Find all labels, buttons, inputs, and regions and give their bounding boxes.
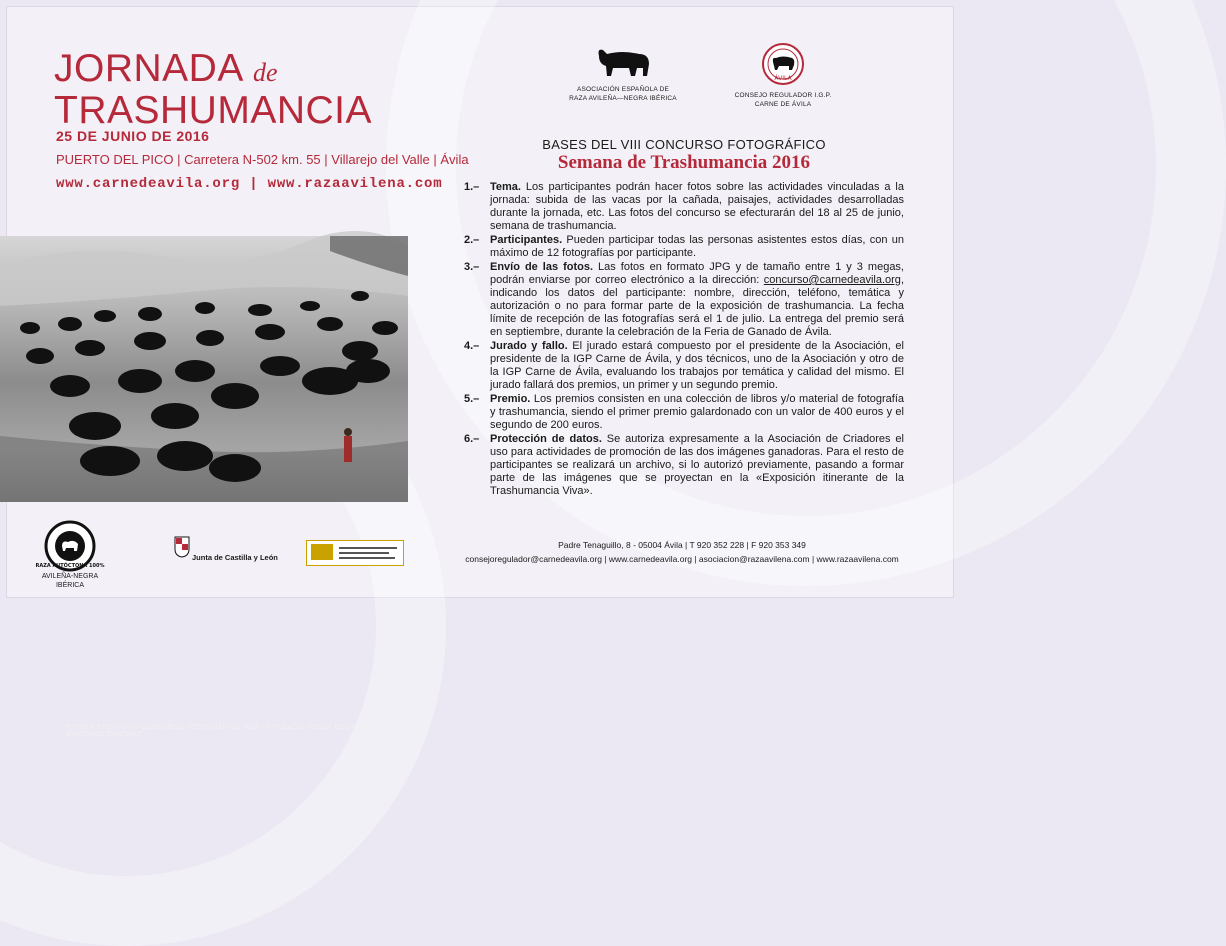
rule-title: Tema. bbox=[490, 181, 521, 193]
rule-text: Los premios consisten en una colección de libros y/o material de fotografía y trashumancia, siendo el primer premio galardonado con un valor de 400 euros y el segundo de 200 euros. bbox=[490, 393, 904, 431]
title-line-2: TRASHUMANCIA bbox=[54, 89, 373, 132]
rule-title: Envío de las fotos. bbox=[490, 261, 594, 273]
event-place: PUERTO DEL PICO | Carretera N-502 km. 55 | Villarejo del Valle | Ávila bbox=[56, 152, 469, 167]
rule-number: 6.– bbox=[464, 433, 480, 445]
rule-item bbox=[464, 433, 904, 498]
rule-item bbox=[464, 393, 904, 432]
jcyl-label: Junta de Castilla y León bbox=[192, 553, 278, 562]
asociacion-logo bbox=[568, 42, 678, 103]
event-date: 25 DE JUNIO DE 2016 bbox=[56, 128, 210, 144]
rule-item bbox=[464, 234, 904, 260]
consejo-name: CONSEJO REGULADOR I.G.P. CARNE DE ÁVILA bbox=[734, 92, 832, 108]
rules-list bbox=[464, 181, 904, 499]
rule-text: Las fotos en formato JPG y de tamaño entre 1 y 3 megas, podrán enviarse por correo electrónico a la dirección: bbox=[490, 261, 904, 286]
rule-item bbox=[464, 181, 904, 233]
seal-text: RAZA AUTÓCTONA 100% bbox=[35, 563, 105, 569]
contest-title: Semana de Trashumancia 2016 bbox=[557, 152, 811, 173]
spain-crest-icon bbox=[311, 544, 333, 560]
rule-text: Los participantes podrán hacer fotos sobre las actividades vinculadas a la jornada: subida de las vacas por la cañada, paisajes, actividades desarrolladas durante la jornada, etc. Las fotos del concurso se efecturarán del 18 al 25 de junio, semana de trashumancia. bbox=[490, 181, 904, 232]
rule-text: Se autoriza expresamente a la Asociación de Criadores el uso para actividades de promoción de las dos imágenes ganadoras. Para el resto de participantes se realizará un archivo, si lo autorizó previamente, pasando a formar parte de las imágenes que se proyectan en la «Exposición itinerante de la Trashumancia Viva». bbox=[490, 433, 904, 497]
footer bbox=[0, 512, 960, 604]
raza-autoctona-seal-icon bbox=[35, 520, 105, 572]
rule-number: 5.– bbox=[464, 393, 480, 405]
contacts-line[interactable]: consejoregulador@carnedeavila.org | www.carnedeavila.org | asociacion@razaavilena.com | www.razaavilena.com bbox=[465, 554, 899, 564]
seal-label: ÁVILA bbox=[774, 75, 792, 82]
title-de: de bbox=[253, 58, 278, 87]
address-line: Padre Tenaguillo, 8 - 05004 Ávila | T 920 352 228 | F 920 353 349 bbox=[558, 540, 806, 550]
contact-block bbox=[452, 538, 912, 566]
cattle-photo-drawing bbox=[0, 236, 408, 502]
title-line-1: JORNADA bbox=[54, 47, 242, 90]
rule-number: 4.– bbox=[464, 340, 480, 352]
rule-text: Pueden participar todas las personas asistentes estos días, con un máximo de 12 fotografías por participante. bbox=[490, 234, 904, 259]
seal-caption: AVILEÑA-NEGRA IBÉRICA bbox=[41, 573, 99, 589]
rule-item bbox=[464, 261, 904, 339]
rule-number: 2.– bbox=[464, 234, 480, 246]
event-title bbox=[54, 47, 373, 132]
rule-text: El jurado estará compuesto por el presidente de la Asociación, el presidente de la IGP Carne de Ávila, y dos técnicos, uno de la Asociación y otro de la IGP Carne de Ávila, evaluando los trabajos por temática y calidad del mismo. El jurado fallará dos premios, un primer y un segundo premio. bbox=[490, 340, 904, 391]
asociacion-name: ASOCIACIÓN ESPAÑOLA DE RAZA AVILEÑA—NEGRA IBÉRICA bbox=[569, 86, 677, 102]
rule-title: Participantes. bbox=[490, 234, 563, 246]
igp-seal-icon bbox=[761, 42, 805, 86]
photo-caption: PRIMER PREMIO VII CONCURSO FOTOGRÁFICO 2015 - TITULADO ANSÓN EDUARDO MARTÍNEZ SÁNCHEZ bbox=[66, 724, 372, 738]
rule-text-after: , indicando los datos del participante: nombre, dirección, teléfono, temática y autorización o no para formar parte de la exposición de trashumancia. La fecha límite de recepción de las fotografías será el 1 de julio. La entrega del premio será en septiembre, durante la celebración de la Feria de Ganado de Ávila. bbox=[490, 274, 904, 338]
rule-title: Jurado y fallo. bbox=[490, 340, 568, 352]
bull-icon bbox=[593, 42, 653, 80]
contest-bases: BASES DEL VIII CONCURSO FOTOGRÁFICO bbox=[542, 137, 826, 152]
rule-item bbox=[464, 340, 904, 392]
consejo-logo bbox=[728, 42, 838, 109]
rule-number: 1.– bbox=[464, 181, 480, 193]
rule-title: Premio. bbox=[490, 393, 531, 405]
jcyl-shield-icon bbox=[174, 536, 190, 558]
rule-number: 3.– bbox=[464, 261, 480, 273]
rule-title: Protección de datos. bbox=[490, 433, 602, 445]
event-websites[interactable]: www.carnedeavila.org | www.razaavilena.com bbox=[56, 176, 443, 192]
ministerio-logo bbox=[306, 540, 404, 566]
contest-email-link[interactable]: concurso@carnedeavila.org bbox=[763, 274, 901, 286]
